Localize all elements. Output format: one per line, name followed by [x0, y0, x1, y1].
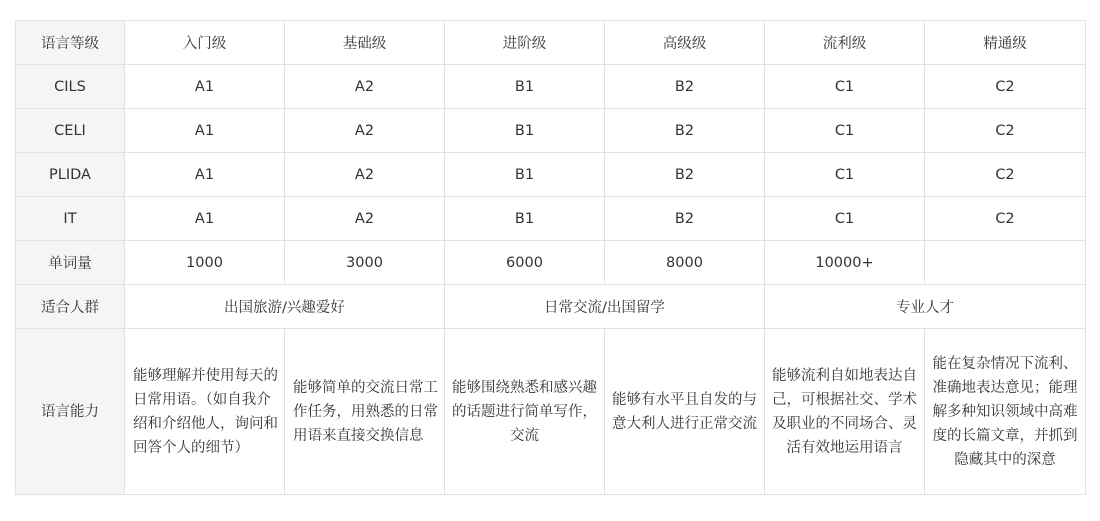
exam-row-cils	[16, 65, 1086, 109]
ability-description-beginner	[125, 329, 285, 495]
ability-description-intermediate	[445, 329, 605, 495]
level-header-mastery: 精通级	[925, 21, 1086, 65]
table-cell: A2	[285, 197, 445, 241]
exam-name: CELI	[16, 109, 125, 153]
table-cell: A1	[125, 65, 285, 109]
table-cell: C1	[765, 197, 925, 241]
table-cell: B1	[445, 65, 605, 109]
exam-row-it	[16, 197, 1086, 241]
ability-row	[16, 329, 1086, 495]
header-row	[16, 21, 1086, 65]
ability-text: 能在复杂情况下流利、准确地表达意见；能理解多种知识领域中高难度的长篇文章，并抓到隐藏其中的深意	[932, 355, 1078, 468]
table-cell: 8000	[605, 241, 765, 285]
table-cell: B2	[605, 109, 765, 153]
ability-text: 能够理解并使用每天的日常用语。（如自我介绍和介绍他人，询问和回答个人的细节）	[133, 367, 278, 456]
ability-text: 能够有水平且自发的与意大利人进行正常交流	[612, 391, 757, 432]
level-header-beginner: 入门级	[125, 21, 285, 65]
level-header-fluent: 流利级	[765, 21, 925, 65]
table-cell: C2	[925, 197, 1086, 241]
ability-description-fluent	[765, 329, 925, 495]
ability-label: 语言能力	[16, 329, 125, 495]
table-cell: B2	[605, 65, 765, 109]
table-cell: A2	[285, 65, 445, 109]
exam-name: IT	[16, 197, 125, 241]
audience-group-travel: 出国旅游/兴趣爱好	[125, 285, 445, 329]
language-level-table	[15, 20, 1086, 495]
table-cell: B1	[445, 197, 605, 241]
level-header-upper: 高级级	[605, 21, 765, 65]
ability-text: 能够围绕熟悉和感兴趣的话题进行简单写作，交流	[452, 379, 597, 444]
vocabulary-label: 单词量	[16, 241, 125, 285]
table-cell: 3000	[285, 241, 445, 285]
table-cell: B2	[605, 197, 765, 241]
table-cell: C1	[765, 65, 925, 109]
table-cell: B2	[605, 153, 765, 197]
table-cell: B1	[445, 109, 605, 153]
exam-row-celi	[16, 109, 1086, 153]
exam-name: CILS	[16, 65, 125, 109]
table-cell	[925, 241, 1086, 285]
audience-row	[16, 285, 1086, 329]
table-cell: A1	[125, 197, 285, 241]
table-cell: C1	[765, 153, 925, 197]
ability-text: 能够流利自如地表达自己，可根据社交、学术及职业的不同场合、灵活有效地运用语言	[772, 367, 917, 456]
audience-group-study: 日常交流/出国留学	[445, 285, 765, 329]
table-cell: A2	[285, 153, 445, 197]
table-cell: A1	[125, 109, 285, 153]
ability-description-upper	[605, 329, 765, 495]
header-label: 语言等级	[16, 21, 125, 65]
audience-label: 适合人群	[16, 285, 125, 329]
level-header-intermediate: 进阶级	[445, 21, 605, 65]
ability-description-mastery	[925, 329, 1086, 495]
table-cell: A1	[125, 153, 285, 197]
table-cell: A2	[285, 109, 445, 153]
ability-text: 能够简单的交流日常工作任务，用熟悉的日常用语来直接交换信息	[293, 379, 438, 444]
ability-description-basic	[285, 329, 445, 495]
level-header-basic: 基础级	[285, 21, 445, 65]
table-cell: C1	[765, 109, 925, 153]
audience-group-professional: 专业人才	[765, 285, 1086, 329]
vocabulary-row	[16, 241, 1086, 285]
table-cell: 6000	[445, 241, 605, 285]
table-cell: 10000+	[765, 241, 925, 285]
table-cell: B1	[445, 153, 605, 197]
table-cell: C2	[925, 109, 1086, 153]
table-cell: C2	[925, 65, 1086, 109]
table-cell: 1000	[125, 241, 285, 285]
exam-row-plida	[16, 153, 1086, 197]
exam-name: PLIDA	[16, 153, 125, 197]
table-cell: C2	[925, 153, 1086, 197]
